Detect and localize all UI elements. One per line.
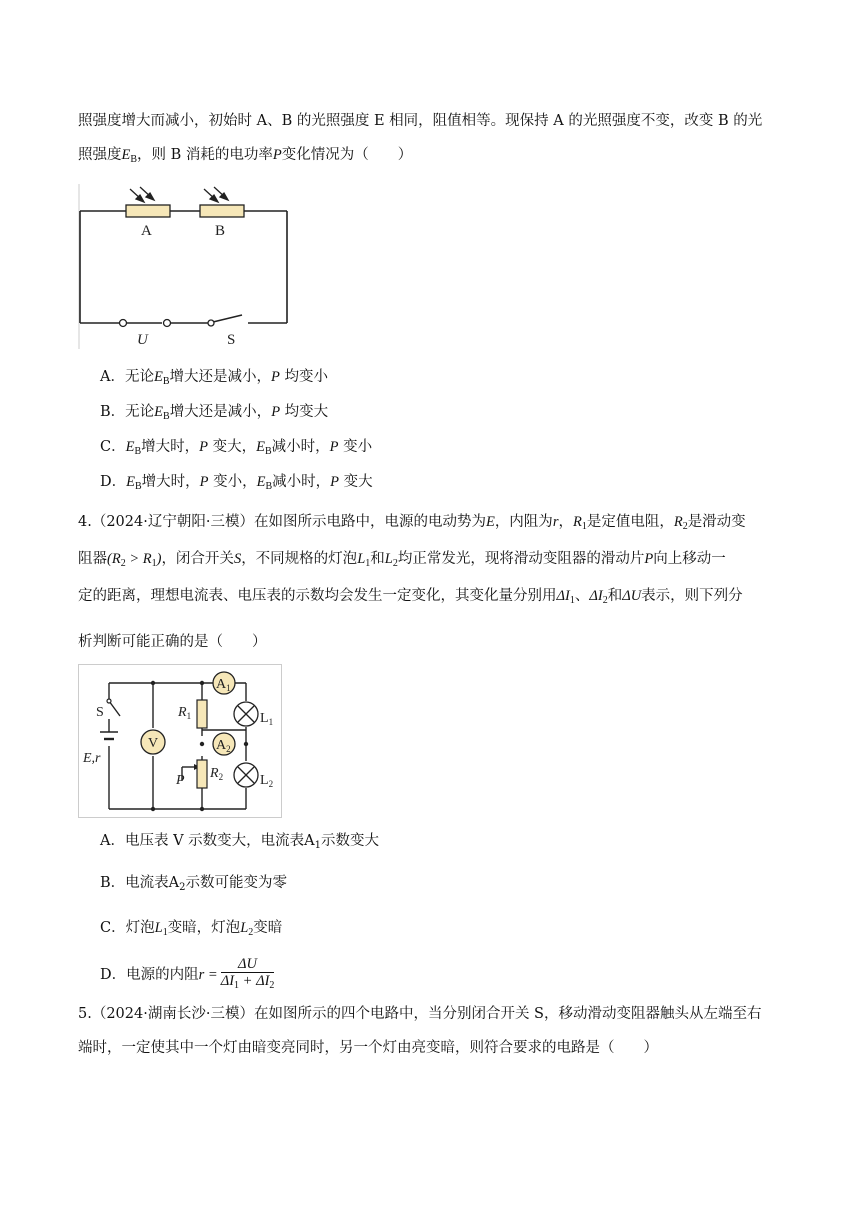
resistor-a (126, 205, 170, 217)
rheostat-r2 (197, 760, 207, 788)
q3-option-a: A．无论$E_B$增大还是减小，P 均变小 (100, 369, 328, 387)
label-b: B (215, 223, 226, 239)
label-a: A (141, 223, 152, 239)
q3-circuit-diagram (78, 184, 290, 349)
internal-resistance-fraction: $\frac{\Delta U}{\Delta I_1 + \Delta I_2}$ (220, 956, 275, 991)
light-arrows-icon (130, 187, 228, 202)
q4-option-a: A．电压表 V 示数变大，电流表$A_1$示数变大 (100, 833, 380, 851)
q4-option-d: D．电源的内阻r = $\frac{\Delta U}{\Delta I_1 + \Delta I_2}$ (100, 956, 274, 994)
q4-line-3: 定的距离，理想电流表、电压表的示数均会发生一定变化，其变化量分别用$\Delta I_1$、$\Delta I_2$和ΔU表示，则下列分 (78, 588, 743, 606)
q4-option-c: C．灯泡$L_1$变暗，灯泡$L_2$变暗 (100, 920, 283, 938)
q3-option-b: B．无论$E_B$增大还是减小，P 均变大 (100, 404, 329, 422)
q3-option-d: D．$E_B$增大时，P 变小，$E_B$减小时，P 变大 (100, 474, 373, 492)
q4-line-1: 4.（2024·辽宁朝阳·三模）在如图所示电路中，电源的电动势为E，内阻为r，$R_1$是定值电阻，$R_2$是滑动变 (78, 514, 746, 532)
svg-text:A2: $A_2$ (216, 738, 231, 754)
q3-option-c: C．$E_B$增大时，P 变大，$E_B$减小时，P 变小 (100, 439, 373, 457)
svg-text:R1: $R_1$ (178, 705, 192, 721)
svg-text:L1: $L_1$ (260, 711, 274, 727)
q5-line-2: 端时，一定使其中一个灯由暗变亮同时，另一个灯由亮变暗，则符合要求的电路是（ ） (78, 1040, 658, 1056)
svg-text:S: S (96, 705, 104, 720)
label-s: S (227, 332, 236, 348)
q4-line-4: 析判断可能正确的是（ ） (78, 634, 267, 650)
svg-text:A1: $A_1$ (216, 677, 231, 693)
svg-text:V: V (148, 736, 159, 751)
svg-text:R2: $R_2$ (210, 766, 224, 782)
q3-line-1: 照强度增大而减小，初始时 A、B 的光照强度 E 相同，阻值相等。现保持 A 的光照强度不变，改变 B 的光 (78, 113, 763, 129)
q5-line-1: 5.（2024·湖南长沙·三模）在如图所示的四个电路中，当分别闭合开关 S，移动滑动变阻器触头从左端至右 (78, 1006, 762, 1022)
lamp-l1-icon (234, 702, 258, 726)
q4-option-b: B．电流表$A_2$示数可能变为零 (100, 875, 288, 893)
svg-text:P: P (176, 773, 185, 788)
svg-text:E,r: E,r (83, 751, 101, 766)
svg-text:L2: $L_2$ (260, 773, 274, 789)
q4-circuit-diagram (78, 664, 282, 818)
resistor-r1 (197, 700, 207, 728)
resistor-b (200, 205, 244, 217)
label-u: U (137, 332, 148, 348)
q3-line-2: 照强度$E_B$，则 B 消耗的电功率P变化情况为（ ） (78, 147, 413, 165)
lamp-l2-icon (234, 763, 258, 787)
q4-line-2: 阻器$(R_2 > R_1)$，闭合开关S，不同规格的灯泡$L_1$和$L_2$均正常发光，现将滑动变阻器的滑动片P向上移动一 (78, 551, 726, 569)
